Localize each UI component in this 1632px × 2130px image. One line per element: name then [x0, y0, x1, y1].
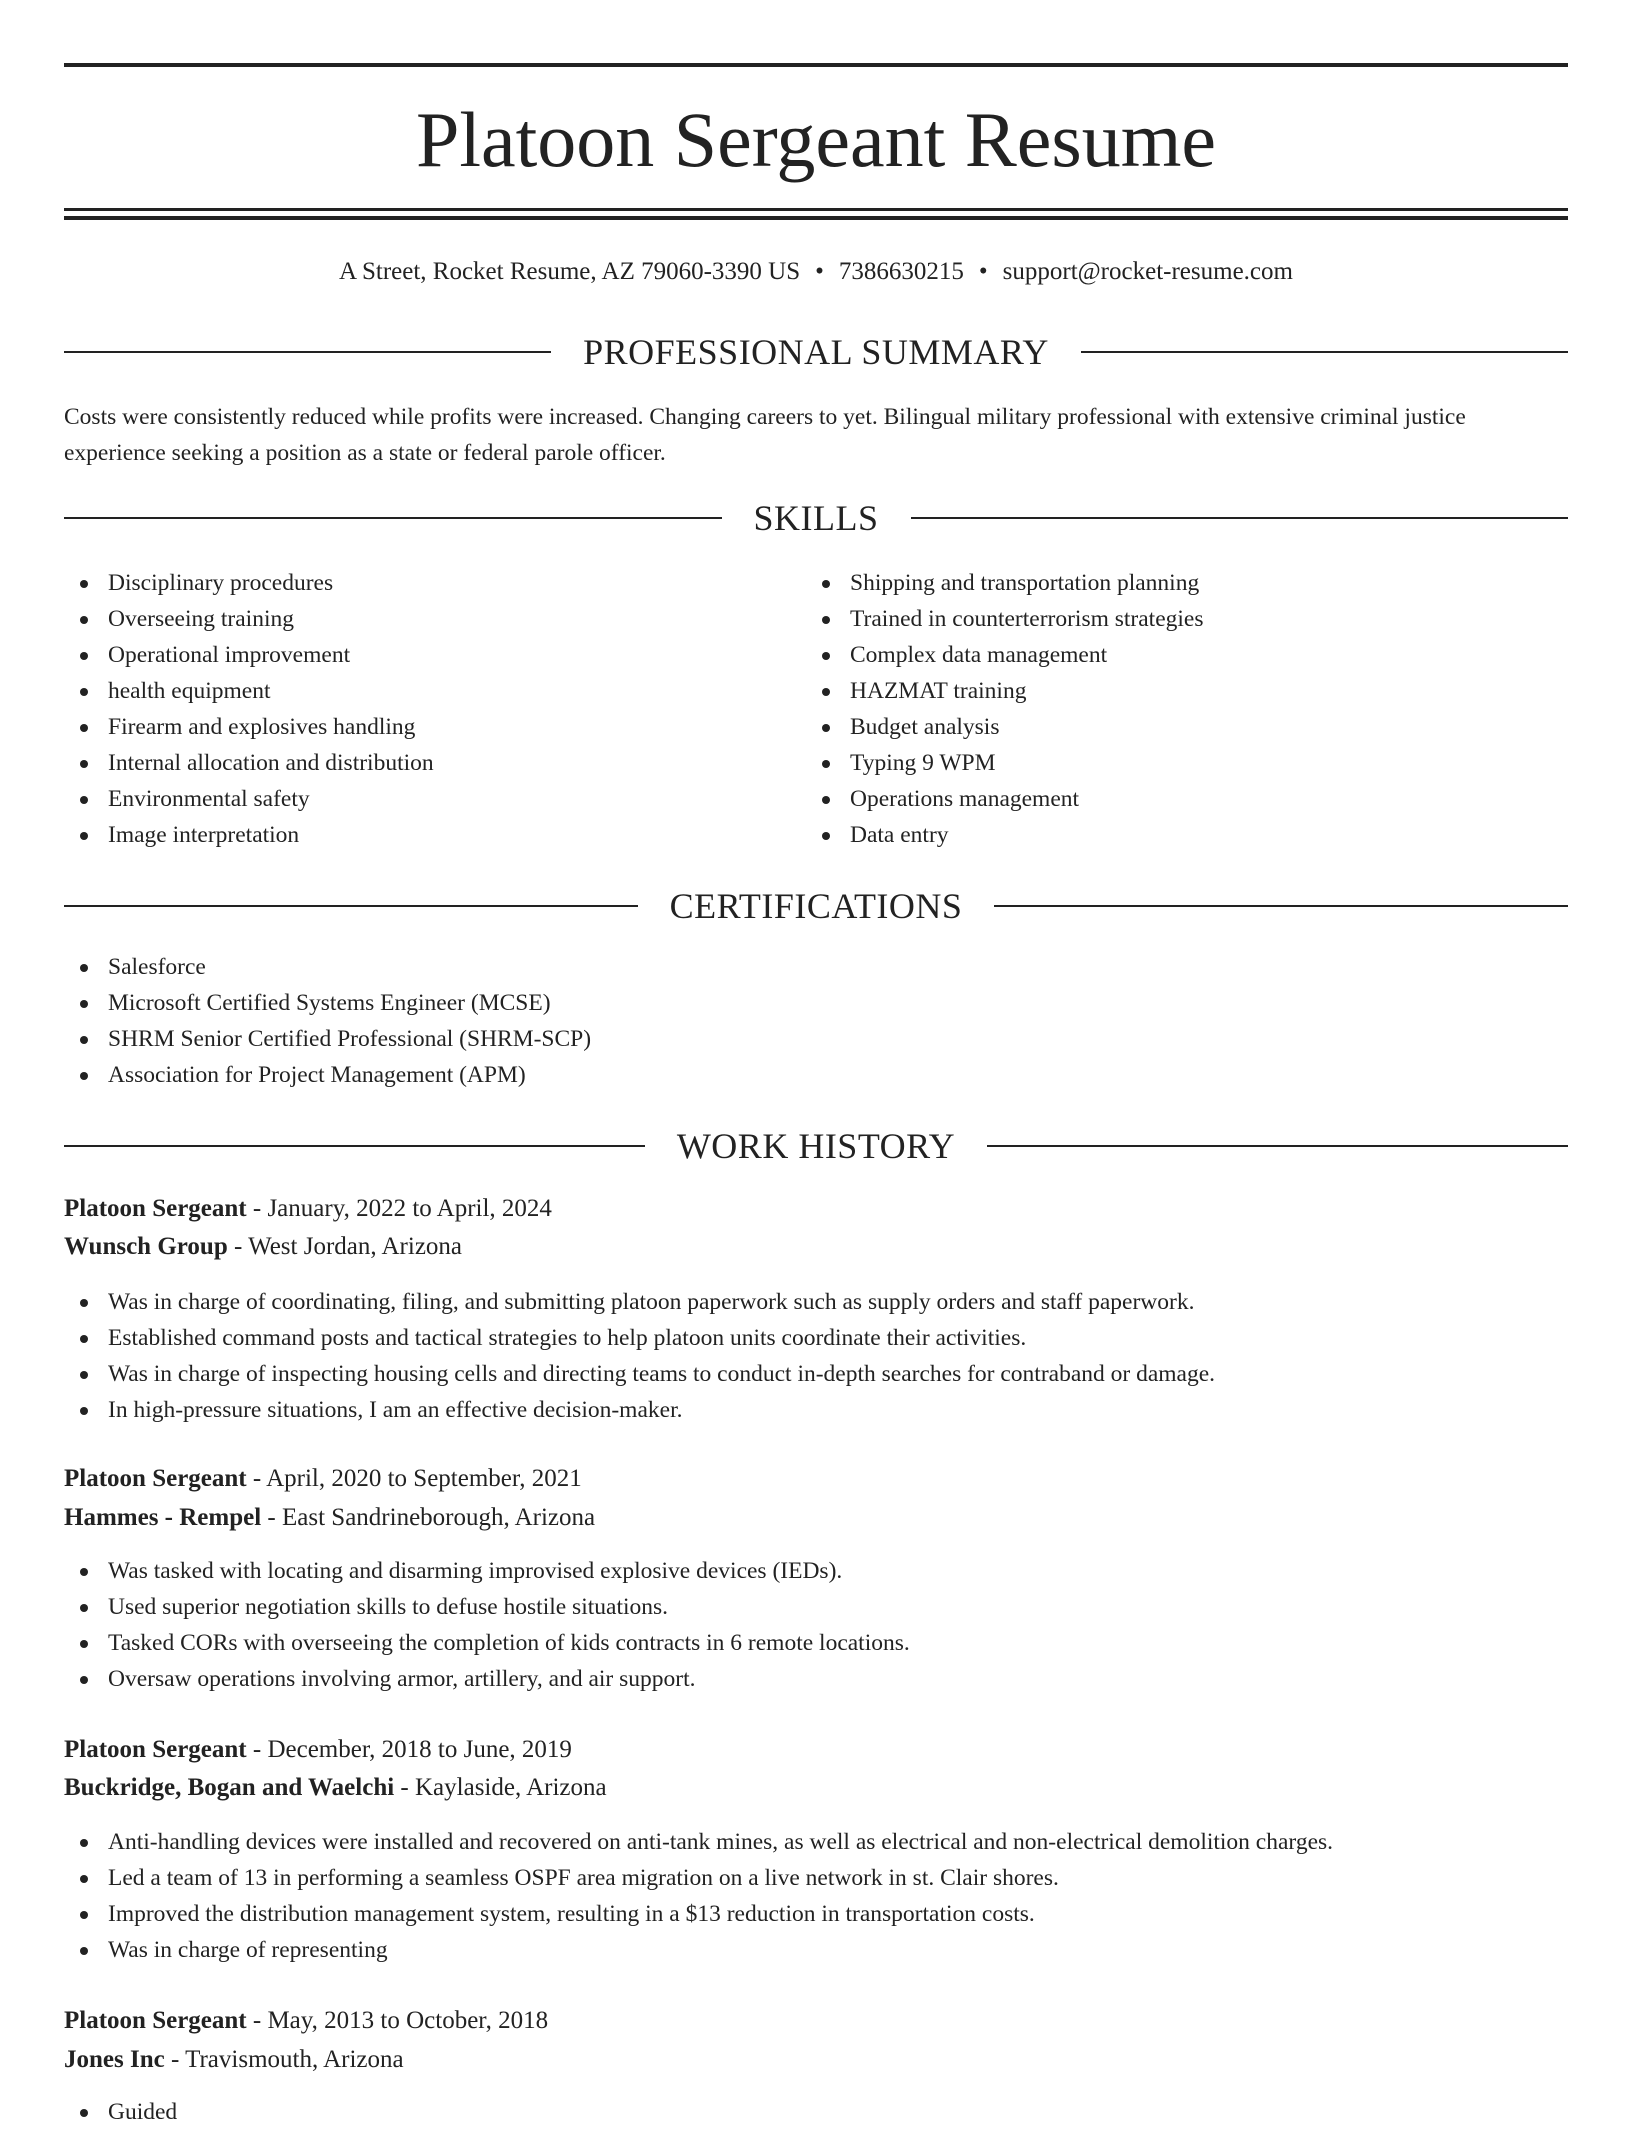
certifications-list — [64, 949, 1568, 1093]
job-title-line: Platoon Sergeant - April, 2020 to September, 2021 — [64, 1465, 582, 1492]
job-company-line: Jones Inc - Travismouth, Arizona — [64, 2046, 404, 2073]
job-bullet: Anti-handling devices were installed and recovered on anti-tank mines, as well as electrical and non-electrical demolition charges. — [64, 1824, 1568, 1860]
heading-rule — [994, 905, 1568, 907]
job-title-line: Platoon Sergeant - January, 2022 to April, 2024 — [64, 1195, 552, 1222]
job-bullets — [64, 1553, 1568, 1697]
job-bullet: Established command posts and tactical strategies to help platoon units coordinate their activities. — [64, 1320, 1568, 1356]
section-title: SKILLS — [753, 498, 879, 538]
certification-item: Salesforce — [64, 949, 1568, 985]
section-heading-certifications — [64, 884, 1568, 928]
heading-rule — [1081, 351, 1568, 353]
skill-item: Data entry — [806, 817, 1546, 853]
skill-item: Internal allocation and distribution — [64, 745, 804, 781]
job-title: Platoon Sergeant — [64, 1195, 247, 1222]
job-bullet: Was tasked with locating and disarming improvised explosive devices (IEDs). — [64, 1553, 1568, 1589]
job-company-line: Buckridge, Bogan and Waelchi - Kaylaside, Arizona — [64, 1774, 607, 1801]
job-bullet: Used superior negotiation skills to defuse hostile situations. — [64, 1589, 1568, 1625]
skill-item: Complex data management — [806, 637, 1546, 673]
page-title: Platoon Sergeant Resume — [415, 96, 1217, 183]
job-dates: December, 2018 to June, 2019 — [267, 1736, 572, 1763]
skill-item: Image interpretation — [64, 817, 804, 853]
skill-item: health equipment — [64, 673, 804, 709]
contact-separator: • — [978, 258, 988, 285]
summary-text: Costs were consistently reduced while profits were increased. Changing careers to yet. Bilingual military professional with extensive criminal justice experience seeking a position as a state or federal parole officer. — [64, 404, 1466, 466]
heading-rule — [911, 517, 1569, 519]
job-bullets — [64, 1284, 1568, 1428]
job-company: Buckridge, Bogan and Waelchi — [64, 1774, 395, 1801]
job-location: East Sandrineborough, Arizona — [282, 1504, 596, 1531]
skills-list-right — [806, 565, 1546, 853]
job-bullet: Guided — [64, 2094, 1568, 2130]
skill-item: HAZMAT training — [806, 673, 1546, 709]
job-company-line: Wunsch Group - West Jordan, Arizona — [64, 1233, 463, 1260]
contact-separator: • — [815, 258, 824, 285]
job-bullet: Was in charge of representing — [64, 1932, 1568, 1968]
job-title: Platoon Sergeant — [64, 1465, 247, 1492]
contact-address: A Street, Rocket Resume, AZ 79060-3390 US — [339, 258, 801, 285]
certification-item: Association for Project Management (APM) — [64, 1057, 1568, 1093]
job-title: Platoon Sergeant — [64, 2007, 247, 2034]
job-title-line: Platoon Sergeant - May, 2013 to October, 2018 — [64, 2007, 549, 2034]
job-company: Wunsch Group — [64, 1233, 228, 1260]
skill-item: Typing 9 WPM — [806, 745, 1546, 781]
job-bullet: Oversaw operations involving armor, artillery, and air support. — [64, 1661, 1568, 1697]
heading-rule — [64, 517, 722, 519]
job-company-line: Hammes - Rempel - East Sandrineborough, Arizona — [64, 1504, 596, 1531]
contact-line — [64, 252, 1568, 292]
job-company: Jones Inc — [64, 2046, 165, 2073]
certification-item: SHRM Senior Certified Professional (SHRM-SCP) — [64, 1021, 1568, 1057]
section-title: CERTIFICATIONS — [669, 886, 963, 926]
contact-phone: 7386630215 — [838, 258, 964, 285]
skill-item: Trained in counterterrorism strategies — [806, 601, 1546, 637]
skill-item: Budget analysis — [806, 709, 1546, 745]
header-rule-lower — [64, 216, 1568, 220]
header-rule-upper — [64, 208, 1568, 211]
job-bullet: Was in charge of inspecting housing cells and directing teams to conduct in-depth searches for contraband or damage. — [64, 1356, 1568, 1392]
job-bullet: Tasked CORs with overseeing the completion of kids contracts in 6 remote locations. — [64, 1625, 1568, 1661]
heading-rule — [64, 1145, 645, 1147]
job-location: West Jordan, Arizona — [248, 1233, 463, 1260]
job-dates: January, 2022 to April, 2024 — [267, 1195, 552, 1222]
job-location: Kaylaside, Arizona — [415, 1774, 607, 1801]
skill-item: Overseeing training — [64, 601, 804, 637]
section-title: WORK HISTORY — [676, 1126, 956, 1166]
skill-item: Environmental safety — [64, 781, 804, 817]
skill-item: Operational improvement — [64, 637, 804, 673]
heading-rule — [64, 905, 638, 907]
job-bullet: In high-pressure situations, I am an effective decision-maker. — [64, 1392, 1568, 1428]
heading-rule — [987, 1145, 1568, 1147]
job-bullets — [64, 1824, 1568, 1968]
job-dates: April, 2020 to September, 2021 — [266, 1465, 582, 1492]
contact-email: support@rocket-resume.com — [1002, 258, 1293, 285]
job-title: Platoon Sergeant — [64, 1736, 247, 1763]
job-dates: May, 2013 to October, 2018 — [267, 2007, 549, 2034]
section-title: PROFESSIONAL SUMMARY — [583, 332, 1049, 372]
job-bullet: Was in charge of coordinating, filing, and submitting platoon paperwork such as supply orders and staff paperwork. — [64, 1284, 1568, 1320]
skills-list-left — [64, 565, 804, 853]
section-heading-work-history — [64, 1124, 1568, 1168]
job-bullet: Led a team of 13 in performing a seamless OSPF area migration on a live network in st. Clair shores. — [64, 1860, 1568, 1896]
job-location: Travismouth, Arizona — [185, 2046, 404, 2073]
job-company: Hammes - Rempel — [64, 1504, 262, 1531]
job-bullets — [64, 2094, 1568, 2130]
section-heading-skills — [64, 496, 1568, 540]
skill-item: Shipping and transportation planning — [806, 565, 1546, 601]
certification-item: Microsoft Certified Systems Engineer (MCSE) — [64, 985, 1568, 1021]
job-title-line: Platoon Sergeant - December, 2018 to June, 2019 — [64, 1736, 572, 1763]
job-bullet: Improved the distribution management system, resulting in a $13 reduction in transportation costs. — [64, 1896, 1568, 1932]
heading-rule — [64, 351, 551, 353]
skill-item: Operations management — [806, 781, 1546, 817]
skill-item: Firearm and explosives handling — [64, 709, 804, 745]
header-top-rule — [64, 63, 1568, 67]
skill-item: Disciplinary procedures — [64, 565, 804, 601]
section-heading-summary — [64, 330, 1568, 374]
